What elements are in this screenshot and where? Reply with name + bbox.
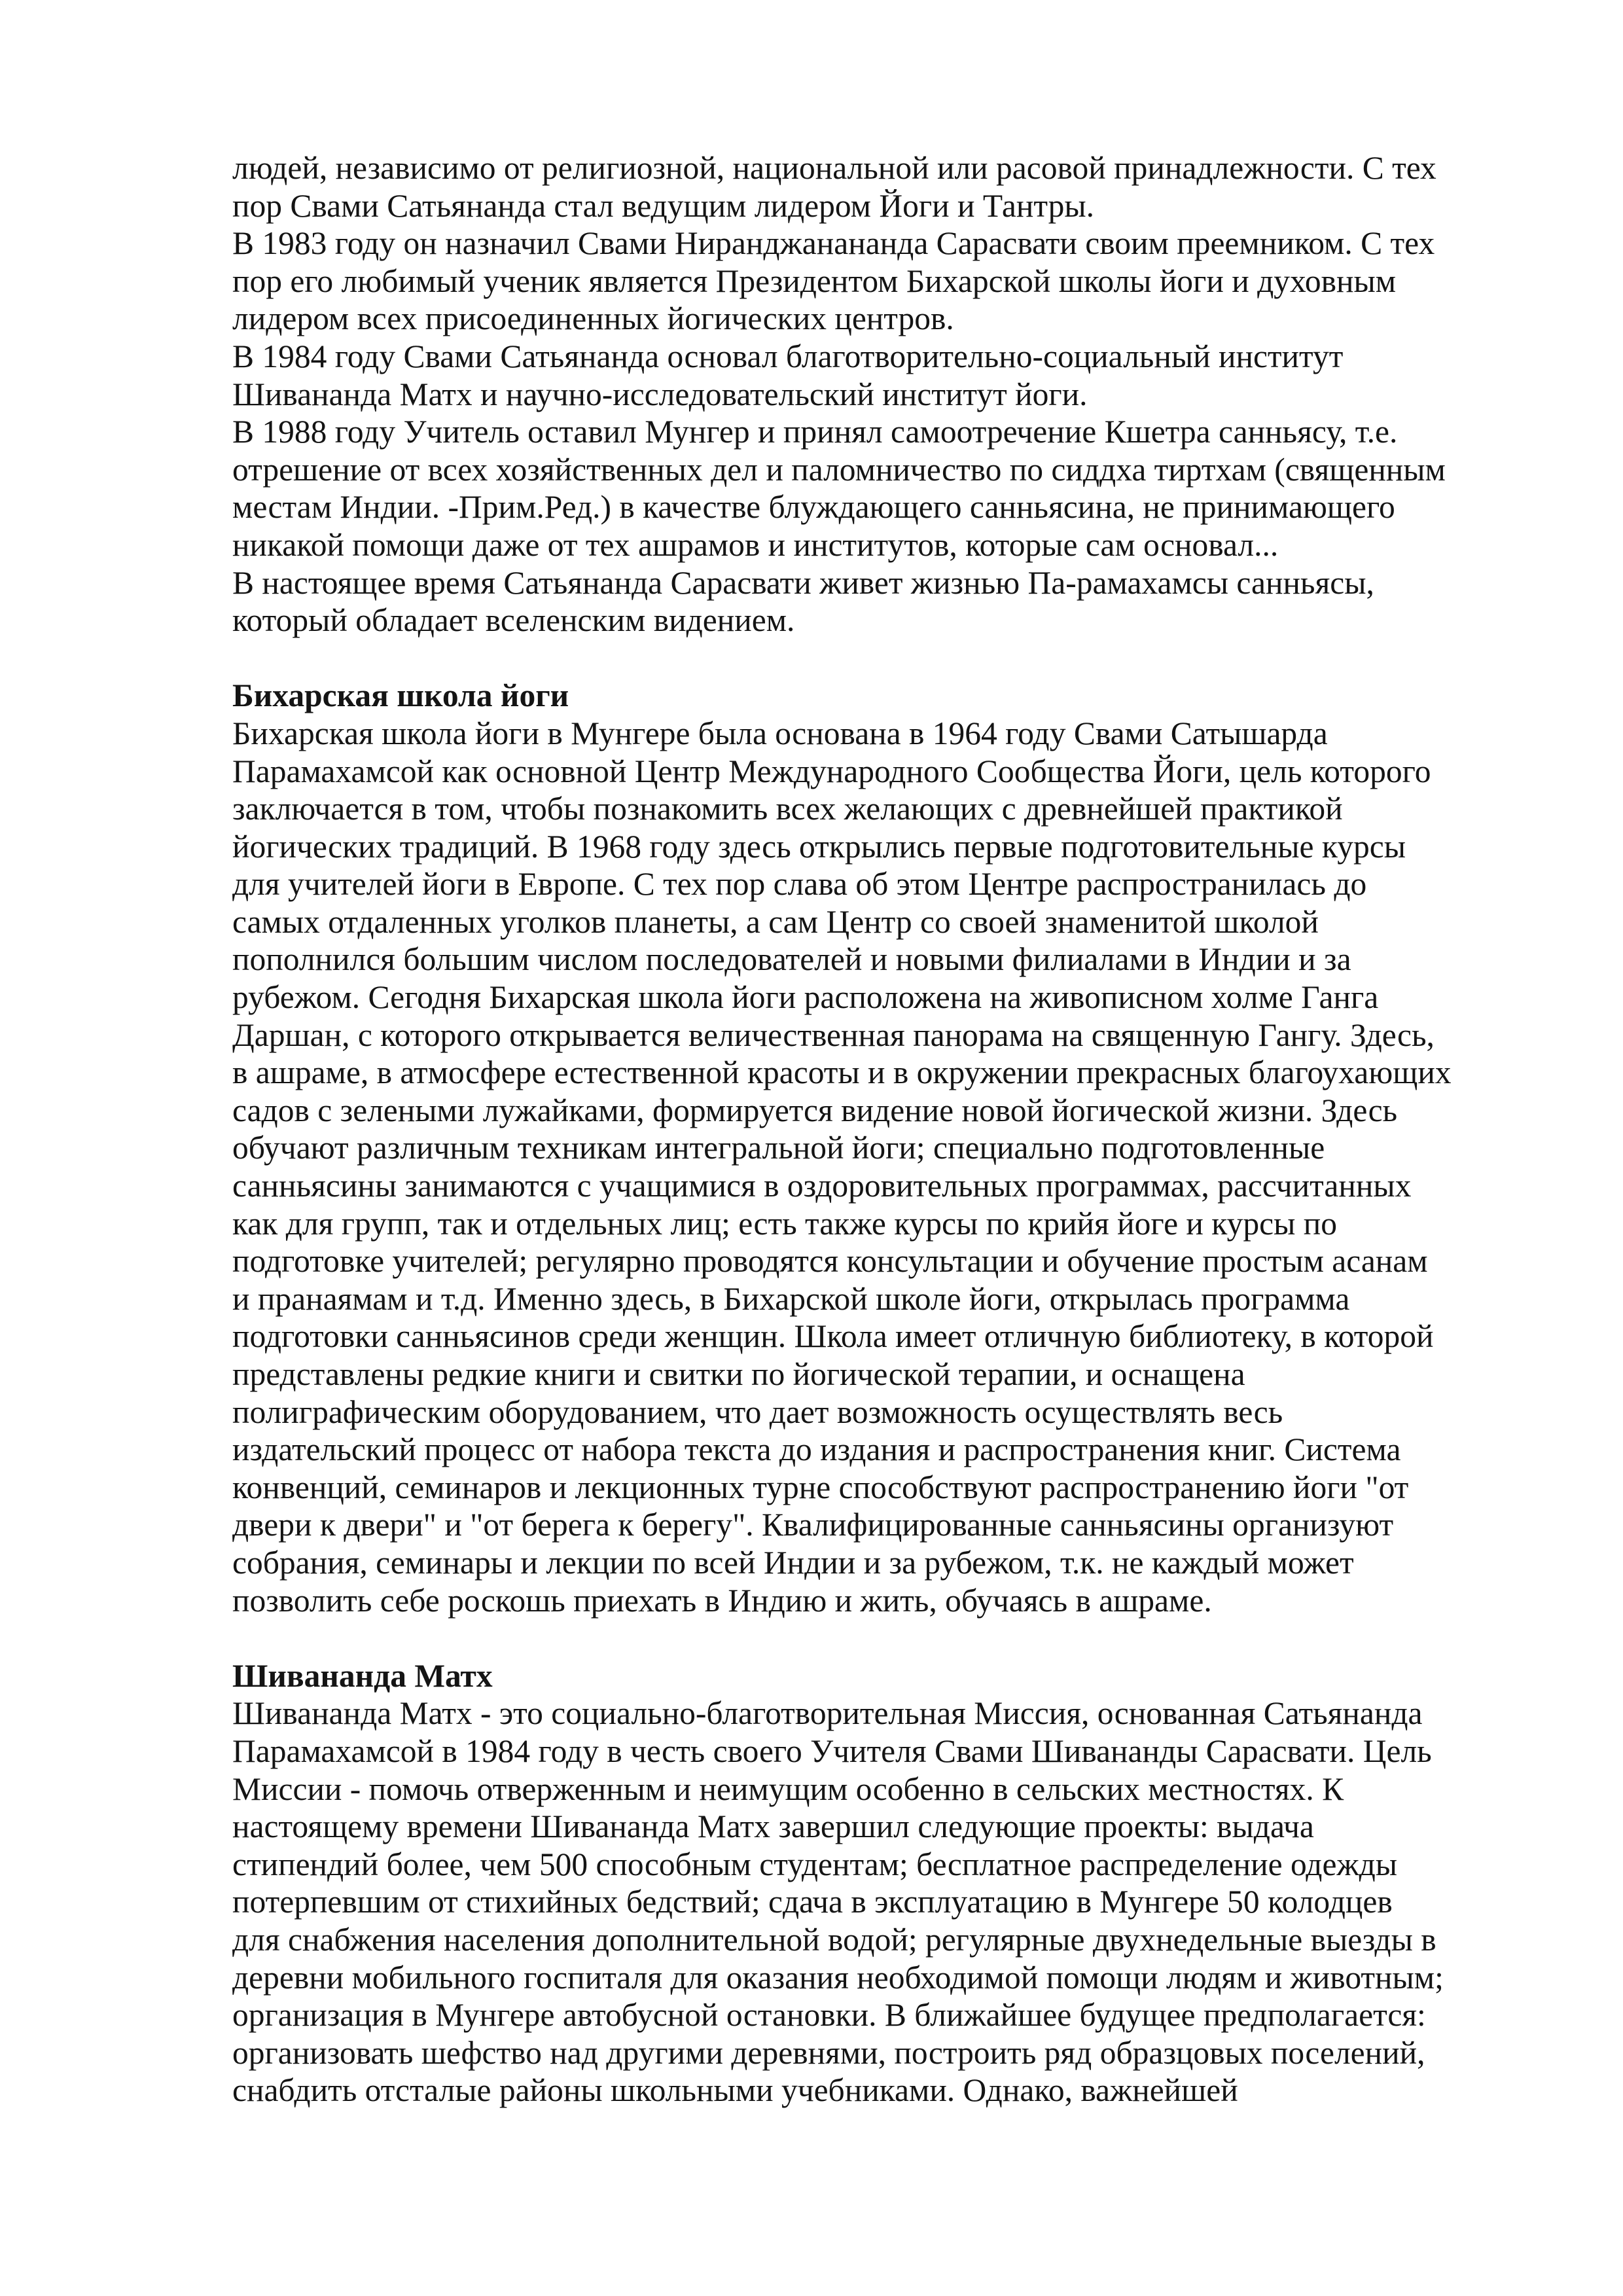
section-heading-shivananda-math: Шивананда Матх [232, 1657, 493, 1694]
text-line: снабдить отсталые районы школьными учебниками. Однако, важнейшей [232, 2072, 1238, 2109]
text-line: Бихарская школа йоги в Мунгере была основана в 1964 году Свами Сатышарда [232, 715, 1328, 751]
text-line: деревни мобильного госпиталя для оказания необходимой помощи людям и животным; [232, 1959, 1444, 1996]
text-line: подготовке учителей; регулярно проводятся консультации и обучение простым асанам [232, 1243, 1428, 1280]
text-line: В настоящее время Сатьянанда Сарасвати живет жизнью Па-рамахамсы санньясы, [232, 564, 1374, 601]
text-line: санньясины занимаются с учащимися в оздоровительных программах, рассчитанных [232, 1168, 1412, 1204]
text-line: настоящему времени Шивананда Матх завершил следующие проекты: выдача [232, 1808, 1314, 1845]
paragraph-spacer [232, 639, 1476, 677]
text-line: собрания, семинары и лекции по всей Индии и за рубежом, т.к. не каждый может [232, 1544, 1354, 1581]
text-line: и пранаямам и т.д. Именно здесь, в Бихарской школе йоги, открылась программа [232, 1280, 1350, 1317]
text-line: обучают различным техникам интегральной йоги; специально подготовленные [232, 1130, 1325, 1166]
text-line: В 1988 году Учитель оставил Мунгер и принял самоотречение Кшетра санньясу, т.е. [232, 414, 1398, 450]
text-line: стипендий более, чем 500 способным студентам; бесплатное распределение одежды [232, 1846, 1398, 1882]
text-line: отрешение от всех хозяйственных дел и паломничество по сиддха тиртхам (священным [232, 451, 1446, 488]
text-line: двери к двери" и "от берега к берегу". Квалифицированные санньясины организуют [232, 1507, 1394, 1543]
section-heading-bihar-school: Бихарская школа йоги [232, 677, 569, 714]
shivananda-math-section [232, 1657, 1476, 2109]
document-body [232, 149, 1476, 2109]
text-line: пор Свами Сатьянанда стал ведущим лидером Йоги и Тантры. [232, 187, 1094, 224]
text-line: самых отдаленных уголков планеты, а сам Центр со своей знаменитой школой [232, 903, 1319, 940]
text-line: для учителей йоги в Европе. С тех пор слава об этом Центре распространилась до [232, 866, 1367, 903]
text-line: Шивананда Матх - это социально-благотворительная Миссия, основанная Сатьянанда [232, 1695, 1423, 1732]
text-line: организация в Мунгере автобусной остановки. В ближайшее будущее предполагается: [232, 1997, 1426, 2034]
text-line: йогических традиций. В 1968 году здесь открылись первые подготовительные курсы [232, 828, 1406, 865]
text-line: представлены редкие книги и свитки по йогической терапии, и оснащена [232, 1356, 1245, 1392]
text-line: никакой помощи даже от тех ашрамов и институтов, которые сам основал... [232, 526, 1279, 563]
text-line: В 1983 году он назначил Свами Ниранджанананда Сарасвати своим преемником. С тех [232, 225, 1435, 262]
text-line: садов с зелеными лужайками, формируется видение новой йогической жизни. Здесь [232, 1092, 1398, 1128]
text-line: Миссии - помочь отверженным и неимущим особенно в сельских местностях. К [232, 1770, 1344, 1807]
text-line: пор его любимый ученик является Президентом Бихарской школы йоги и духовным [232, 262, 1397, 299]
text-line: Даршан, с которого открывается величественная панорама на священную Гангу. Здесь, [232, 1016, 1435, 1053]
text-line: местам Индии. -Прим.Ред.) в качестве блуждающего санньясина, не принимающего [232, 489, 1395, 526]
text-line: подготовки санньясинов среди женщин. Школа имеет отличную библиотеку, в которой [232, 1318, 1434, 1355]
text-line: полиграфическим оборудованием, что дает возможность осуществлять весь [232, 1393, 1283, 1430]
text-line: издательский процесс от набора текста до издания и распространения книг. Система [232, 1431, 1401, 1468]
text-line: конвенций, семинаров и лекционных турне способствуют распространению йоги "от [232, 1469, 1409, 1505]
text-line: Шивананда Матх и научно-исследовательский институт йоги. [232, 376, 1088, 412]
text-line: позволить себе роскошь приехать в Индию и жить, обучаясь в ашраме. [232, 1582, 1212, 1619]
paragraph-spacer [232, 1619, 1476, 1657]
bihar-school-section [232, 677, 1476, 1619]
text-line: Парамахамсой в 1984 году в честь своего Учителя Свами Шивананды Сарасвати. Цель [232, 1732, 1432, 1769]
text-line: лидером всех присоединенных йогических центров. [232, 300, 954, 337]
text-line: для снабжения населения дополнительной водой; регулярные двухнедельные выезды в [232, 1921, 1436, 1958]
text-line: потерпевшим от стихийных бедствий; сдача в эксплуатацию в Мунгере 50 колодцев [232, 1884, 1393, 1920]
text-line: В 1984 году Свами Сатьянанда основал благотворительно-социальный институт [232, 338, 1344, 374]
text-line: который обладает вселенским видением. [232, 602, 795, 639]
text-line: заключается в том, чтобы познакомить всех желающих с древнейшей практикой [232, 791, 1343, 827]
text-line: как для групп, так и отдельных лиц; есть также курсы по крийя йоге и курсы по [232, 1205, 1337, 1242]
text-line: в ашраме, в атмосфере естественной красоты и в окружении прекрасных благоухающих [232, 1054, 1452, 1091]
text-line: Парамахамсой как основной Центр Международного Сообщества Йоги, цель которого [232, 753, 1431, 789]
text-line: пополнился большим числом последователей и новыми филиалами в Индии и за [232, 941, 1351, 978]
text-line: людей, независимо от религиозной, национальной или расовой принадлежности. С тех [232, 150, 1436, 186]
text-line: рубежом. Сегодня Бихарская школа йоги расположена на живописном холме Ганга [232, 979, 1379, 1016]
text-line: организовать шефство над другими деревнями, построить ряд образцовых поселений, [232, 2034, 1425, 2071]
intro-section [232, 149, 1476, 639]
